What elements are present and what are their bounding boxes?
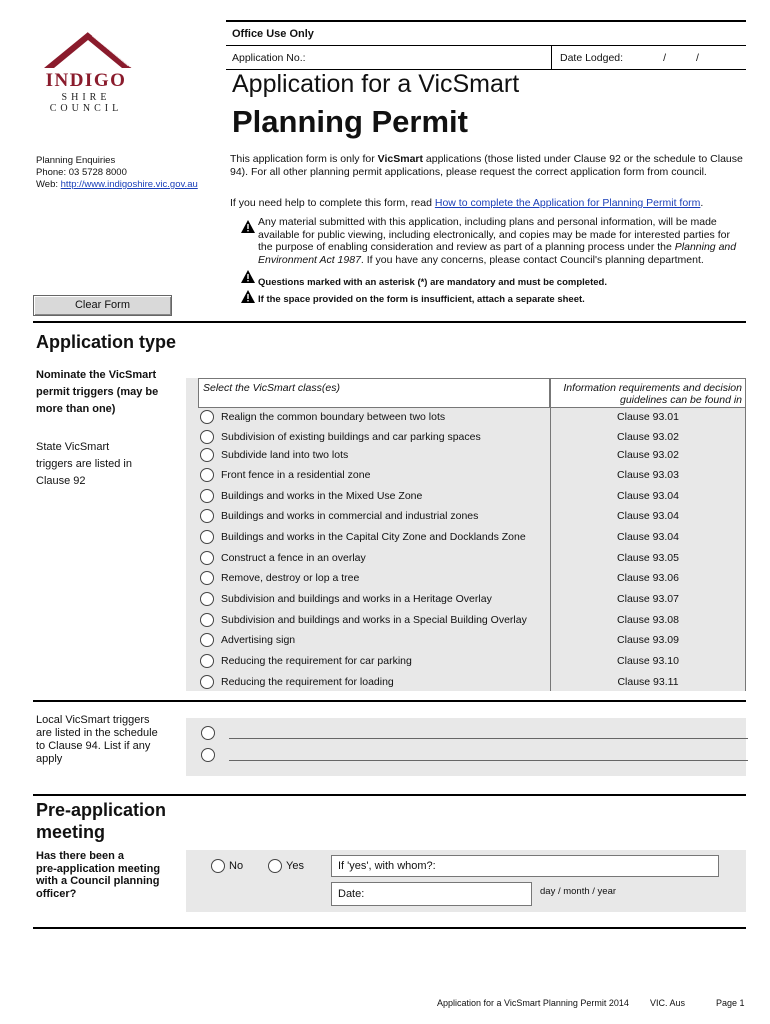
class-radio[interactable]: [200, 489, 214, 503]
vicsmart-class-row[interactable]: [200, 673, 746, 691]
pre-app-yes-option[interactable]: Yes: [268, 859, 304, 873]
space-warning: If the space provided on the form is insufficient, attach a separate sheet.: [240, 291, 745, 307]
section-divider: [33, 321, 746, 323]
class-radio[interactable]: [200, 509, 214, 523]
class-label: Buildings and works in the Mixed Use Zone: [221, 490, 423, 502]
class-clause: Clause 93.03: [617, 469, 679, 481]
class-clause: Clause 93.04: [617, 490, 679, 502]
web-link[interactable]: http://www.indigoshire.vic.gov.au: [60, 179, 198, 190]
local-trigger-row: [201, 724, 748, 742]
class-radio[interactable]: [200, 571, 214, 585]
footer-doc-title: Application for a VicSmart Planning Permit 2014: [437, 998, 629, 1008]
class-label: Remove, destroy or lop a tree: [221, 572, 360, 584]
local-trigger-input[interactable]: [229, 727, 748, 739]
class-clause: Clause 93.01: [617, 411, 679, 423]
vicsmart-class-row[interactable]: [200, 569, 746, 587]
class-clause: Clause 93.05: [617, 552, 679, 564]
class-radio[interactable]: [200, 654, 214, 668]
enquiries-title: Planning Enquiries: [36, 155, 116, 166]
vicsmart-class-row[interactable]: [200, 590, 746, 608]
footer-page: Page 1: [716, 998, 745, 1008]
warning-icon: [240, 290, 256, 303]
class-label: Subdivision and buildings and works in a Special Building Overlay: [221, 614, 527, 626]
office-use-title: Office Use Only: [226, 20, 746, 46]
class-clause: Clause 93.09: [617, 634, 679, 646]
web-label: Web:: [36, 179, 61, 190]
class-label: Reducing the requirement for car parking: [221, 655, 412, 667]
vicsmart-class-row[interactable]: [200, 611, 746, 629]
council-logo: [36, 30, 136, 114]
roof-icon: [36, 30, 136, 70]
class-label: Realign the common boundary between two lots: [221, 411, 446, 423]
vicsmart-class-row[interactable]: [200, 408, 746, 426]
section-divider: [33, 927, 746, 929]
intro-paragraph: This application form is only for VicSmart applications (those listed under Clause 92 or the schedule to Clause 94). For all other planning permit applications, please request the correct application form from council.: [230, 153, 743, 178]
class-clause: Clause 93.07: [617, 593, 679, 605]
logo-sub-shire: SHIRE: [61, 92, 111, 103]
class-label: Buildings and works in the Capital City Zone and Docklands Zone: [221, 531, 526, 543]
state-triggers-label: State VicSmart triggers are listed in Clause 92: [36, 441, 132, 487]
pre-app-no-option[interactable]: No: [211, 859, 243, 873]
col-header-info: Information requirements and decision guidelines can be found in: [550, 378, 746, 408]
clear-form-button[interactable]: Clear Form: [33, 295, 172, 316]
col-header-select: Select the VicSmart class(es): [198, 378, 550, 408]
meeting-date-field[interactable]: Date:: [331, 882, 532, 906]
no-radio[interactable]: [211, 859, 225, 873]
application-type-heading: Application type: [36, 332, 177, 352]
warning-icon: [240, 270, 256, 283]
local-triggers-label: Local VicSmart triggers are listed in the schedule to Clause 94. List if any apply: [36, 714, 158, 765]
class-label: Subdivision of existing buildings and car parking spaces: [221, 431, 481, 443]
logo-word: INDIGO: [45, 70, 127, 91]
class-radio[interactable]: [200, 592, 214, 606]
logo-sub-council: COUNCIL: [49, 103, 123, 114]
office-use-block: [226, 20, 746, 70]
date-format-hint: day / month / year: [540, 886, 617, 897]
class-clause: Clause 93.11: [617, 676, 679, 688]
help-paragraph: If you need help to complete this form, read How to complete the Application for Planning Permit form.: [230, 197, 704, 209]
class-radio[interactable]: [200, 613, 214, 627]
class-label: Front fence in a residential zone: [221, 469, 371, 481]
class-clause: Clause 93.04: [617, 510, 679, 522]
vicsmart-class-row[interactable]: [200, 487, 746, 505]
vicsmart-class-row[interactable]: [200, 549, 746, 567]
vicsmart-class-row[interactable]: [200, 466, 746, 484]
class-clause: Clause 93.02: [617, 431, 679, 443]
vicsmart-class-row[interactable]: [200, 631, 746, 649]
class-radio[interactable]: [200, 633, 214, 647]
help-link[interactable]: How to complete the Application for Planning Permit form: [434, 197, 701, 209]
class-radio[interactable]: [200, 410, 214, 424]
class-radio[interactable]: [200, 551, 214, 565]
form-title-line2: Planning Permit: [232, 104, 468, 139]
with-whom-field[interactable]: If 'yes', with whom?:: [331, 855, 719, 877]
class-clause: Clause 93.04: [617, 531, 679, 543]
pre-application-heading: Pre-application meeting: [36, 800, 167, 842]
class-label: Reducing the requirement for loading: [221, 676, 394, 688]
vicsmart-class-row[interactable]: [200, 446, 746, 464]
class-radio[interactable]: [200, 448, 214, 462]
class-radio[interactable]: [200, 430, 214, 444]
section-divider: [33, 794, 746, 796]
yes-radio[interactable]: [268, 859, 282, 873]
nominate-label: Nominate the VicSmart permit triggers (may be more than one): [36, 369, 159, 415]
class-label: Advertising sign: [221, 634, 296, 646]
local-trigger-radio[interactable]: [201, 748, 215, 762]
class-label: Buildings and works in commercial and industrial zones: [221, 510, 479, 522]
privacy-warning: Any material submitted with this application, including plans and personal information, will be made available for public viewing, including electronically, and copies may be made for interested parties for the purpose of enabling consideration and review as part of a planning process under the Planning and Environment Act 1987. If you have any concerns, please contact Council's planning department.: [240, 216, 745, 266]
class-label: Construct a fence in an overlay: [221, 552, 366, 564]
enquiries-phone: Phone: 03 5728 8000: [36, 167, 127, 178]
vicsmart-class-row[interactable]: [200, 652, 746, 670]
footer-region: VIC. Aus: [650, 998, 686, 1008]
local-trigger-input[interactable]: [229, 749, 748, 761]
class-clause: Clause 93.06: [617, 572, 679, 584]
vicsmart-class-row[interactable]: [200, 528, 746, 546]
class-radio[interactable]: [200, 530, 214, 544]
class-clause: Clause 93.08: [617, 614, 679, 626]
class-clause: Clause 93.02: [617, 449, 679, 461]
warning-icon: [240, 220, 256, 233]
vicsmart-class-row[interactable]: [200, 428, 746, 446]
section-divider: [33, 700, 746, 702]
class-label: Subdivision and buildings and works in a Heritage Overlay: [221, 593, 492, 605]
local-trigger-row: [201, 746, 748, 764]
mandatory-warning: Questions marked with an asterisk (*) are mandatory and must be completed.: [240, 273, 745, 290]
application-no-field: Application No.:: [226, 46, 552, 69]
class-radio[interactable]: [200, 675, 214, 689]
planning-enquiries: [36, 155, 198, 191]
class-clause: Clause 93.10: [617, 655, 679, 667]
local-trigger-radio[interactable]: [201, 726, 215, 740]
class-label: Subdivide land into two lots: [221, 449, 349, 461]
vicsmart-class-row[interactable]: [200, 507, 746, 525]
form-title-line1: Application for a VicSmart: [232, 70, 520, 98]
class-radio[interactable]: [200, 468, 214, 482]
date-lodged-field: Date Lodged: / /: [560, 51, 699, 64]
pre-application-question: Has there been a pre-application meeting with a Council planning officer?: [36, 850, 161, 900]
